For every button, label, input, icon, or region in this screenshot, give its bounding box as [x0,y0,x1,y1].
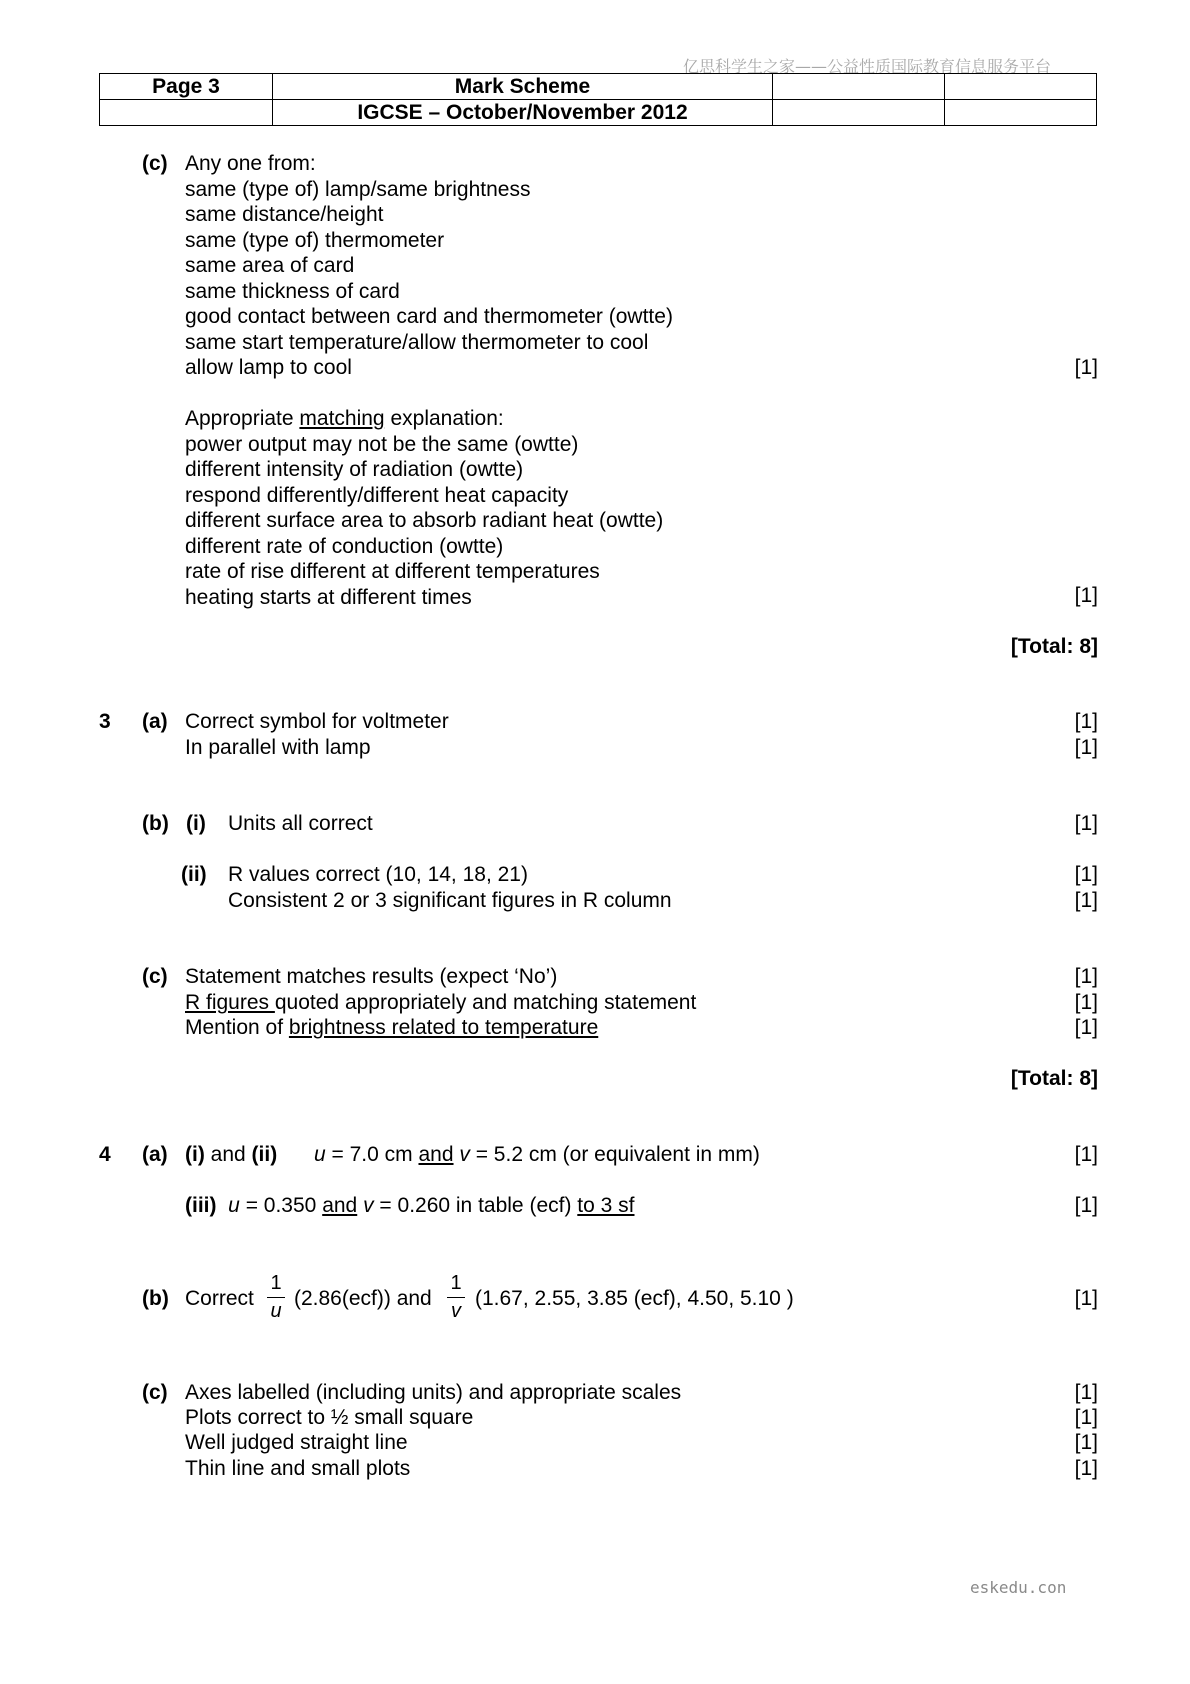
text: Appropriate [185,407,300,430]
watermark: 亿思科学生之家——公益性质国际教育信息服务平台 [683,57,1052,76]
variable: v [363,1194,374,1217]
answer-text: (2.86(ecf)) and [294,1287,432,1310]
list-item: heating starts at different times [185,585,472,609]
part-label: (c) [142,965,168,988]
list-item: same start temperature/allow thermometer to cool [185,330,649,354]
answer-line: Well judged straight line [185,1431,408,1454]
q2c-explanations [185,406,663,610]
text: = 5.2 cm (or equivalent in mm) [469,1143,760,1166]
variable: u [228,1194,240,1217]
fraction-bar [267,1297,285,1298]
answer-line [185,1015,598,1040]
text: explanation: [384,407,504,430]
underlined-text: R figures [185,991,275,1014]
answer-line: In parallel with lamp [185,736,371,759]
mark: [1] [1074,1143,1098,1166]
list-item: good contact between card and thermometer (owtte) [185,305,673,328]
text: = 0.350 [239,1194,323,1217]
numerator: 1 [270,1272,282,1294]
mark: [1] [1074,1016,1098,1039]
list-item: same area of card [185,254,355,277]
mark: [1] [1074,965,1098,988]
mark: [1] [1074,812,1098,835]
mark: [1] [1074,1431,1098,1454]
answer-line: Thin line and small plots [185,1457,411,1480]
underlined-text: brightness related to temperature [288,1016,599,1039]
underlined-text: and [418,1143,454,1166]
question-number: 3 [99,710,111,733]
subpart-label: (ii) [251,1143,278,1166]
text: = 7.0 cm [325,1143,419,1166]
explanation-intro [185,406,663,432]
subpart-label: (ii) [181,863,207,886]
list-item: different intensity of radiation (owtte) [185,458,524,481]
answer-line: R values correct (10, 14, 18, 21) [228,863,528,886]
underlined-text: to 3 sf [577,1194,635,1217]
list-item: different surface area to absorb radiant heat (owtte) [185,509,664,532]
part-label: (a) [142,1143,168,1166]
mark: [1] [1074,1287,1098,1310]
answer-line: Statement matches results (expect ‘No’) [185,965,558,988]
mark: [1] [1074,991,1098,1014]
part-label: (b) [142,1287,169,1310]
part-label: (c) [142,152,168,175]
header-empty-cell [773,74,945,100]
header-empty-cell [945,100,1097,126]
mark: [1] [1074,736,1098,759]
total: [Total: 8] [1010,1067,1098,1090]
part-label: (b) [142,812,169,835]
header-empty-cell [945,74,1097,100]
answer-text: Correct [185,1287,254,1310]
answer-text: (1.67, 2.55, 3.85 (ecf), 4.50, 5.10 ) [475,1287,794,1310]
mark: [1] [1074,584,1098,607]
answer-line [185,1142,277,1167]
text: quoted appropriately and matching statement [274,991,697,1014]
variable: v [459,1143,470,1166]
part-label: (a) [142,710,168,733]
text: = 0.260 in table (ecf) [373,1194,578,1217]
part-label: (c) [142,1381,168,1404]
list-item: same distance/height [185,203,384,226]
mark: [1] [1074,710,1098,733]
total: [Total: 8] [1010,635,1098,658]
mark: [1] [1074,1381,1098,1404]
list-item: power output may not be the same (owtte) [185,432,579,456]
text: Mention of [185,1016,289,1039]
page-number: Page 3 [100,74,273,100]
exam-session: IGCSE – October/November 2012 [273,100,773,126]
list-item: same thickness of card [185,279,400,303]
fraction-one-over-v [447,1271,465,1323]
mark: [1] [1074,1194,1098,1217]
header-table [99,73,1097,126]
list-item: allow lamp to cool [185,356,352,379]
answer-line [314,1142,760,1167]
question-number: 4 [99,1143,111,1166]
denominator: v [451,1300,461,1322]
list-item: same (type of) thermometer [185,228,445,252]
answer-line: Consistent 2 or 3 significant figures in R column [228,889,672,912]
denominator: u [270,1300,282,1322]
mark: [1] [1074,1457,1098,1480]
fraction-bar [447,1297,465,1298]
answer-line [185,990,696,1015]
subpart-label: (i) [186,812,206,835]
subpart-label: (iii) [185,1194,217,1217]
variable: u [314,1143,326,1166]
mark: [1] [1074,889,1098,912]
numerator: 1 [450,1272,462,1294]
mark-scheme-title: Mark Scheme [273,74,773,100]
footer-site: eskedu.con [970,1578,1067,1597]
mark: [1] [1074,863,1098,886]
header-empty-cell [773,100,945,126]
underlined-text: and [322,1194,358,1217]
answer-line: Axes labelled (including units) and appropriate scales [185,1381,682,1404]
list-item: different rate of conduction (owtte) [185,534,504,558]
list-item: same (type of) lamp/same brightness [185,177,531,201]
underlined-text: matching [299,407,385,430]
text: and [204,1143,252,1166]
answer-line [185,1193,635,1218]
answer-line: Units all correct [228,812,373,835]
mark: [1] [1074,1406,1098,1429]
answer-line: Plots correct to ½ small square [185,1406,474,1429]
mark: [1] [1074,356,1098,379]
subpart-label: (i) [185,1143,205,1166]
answer-line: Correct symbol for voltmeter [185,710,449,733]
list-item: rate of rise different at different temperatures [185,560,600,583]
q2c-list [185,151,673,381]
header-empty-cell [100,100,273,126]
list-item: respond differently/different heat capacity [185,483,569,507]
fraction-one-over-u [267,1271,285,1323]
list-intro: Any one from: [185,152,316,175]
